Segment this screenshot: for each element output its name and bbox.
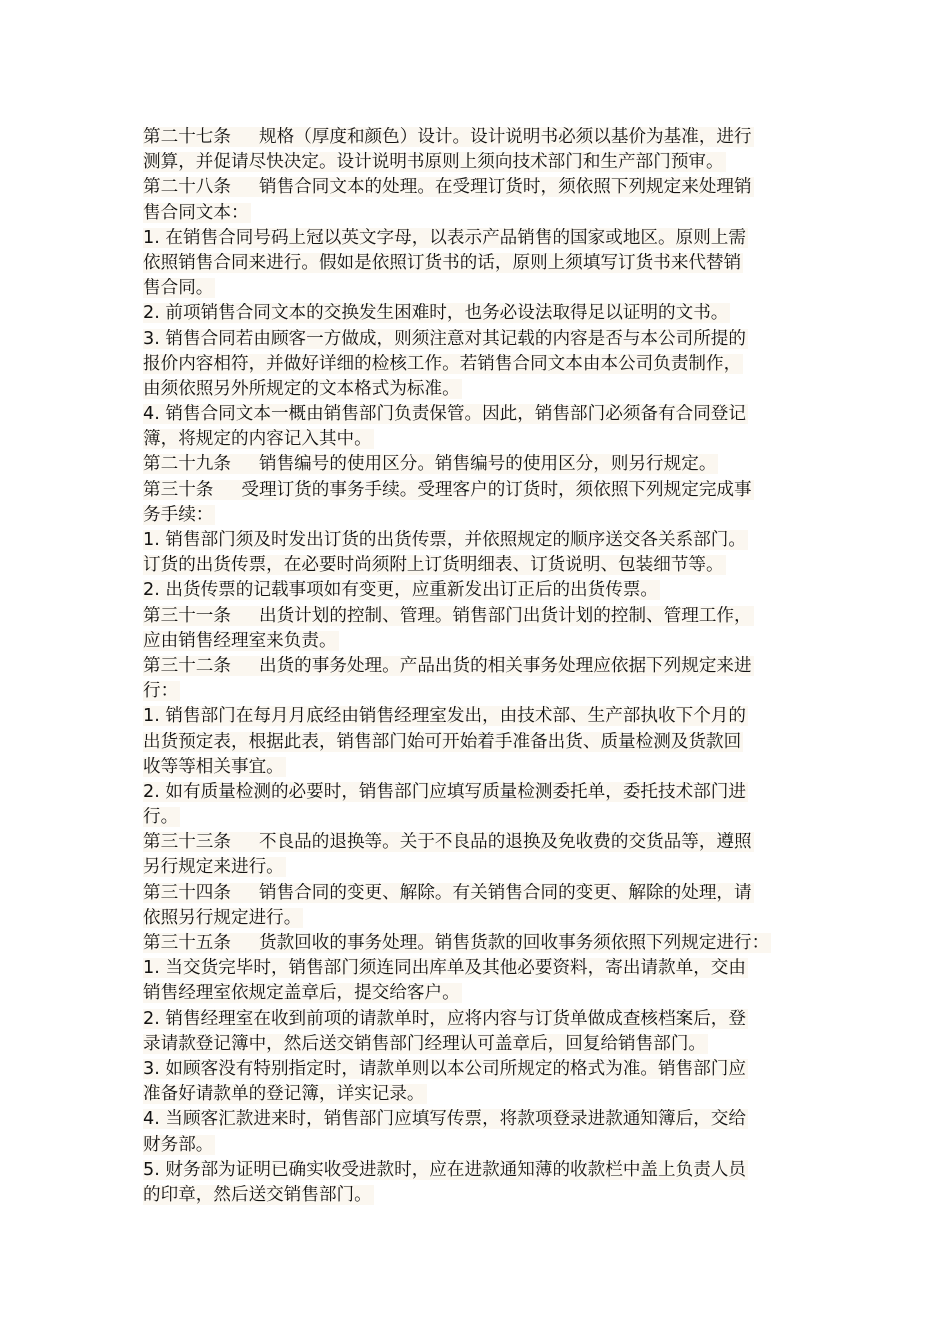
line-text: 出货计划的控制、管理。销售部门出货计划的控制、管理工作，: [258, 605, 752, 626]
text-line: [143, 1133, 805, 1158]
line-text: 依照另行规定进行。: [143, 907, 302, 928]
text-line: [143, 855, 805, 880]
line-text: 规格（厚度和颜色）设计。设计说明书必须以基价为基准，进行: [258, 127, 752, 147]
article-heading: 第三十二条: [143, 655, 231, 676]
text-line: [143, 981, 805, 1006]
line-highlight: [143, 253, 743, 273]
line-text: 行。: [143, 807, 179, 828]
line-highlight: [143, 757, 286, 777]
line-highlight: [143, 354, 743, 374]
article-heading: 第二十九条: [143, 454, 231, 475]
line-highlight: [143, 681, 180, 701]
line-highlight: [143, 555, 726, 575]
line-highlight: [143, 782, 748, 802]
line-text: 出货的事务处理。产品出货的相关事务处理应依据下列规定来进: [258, 655, 752, 676]
article-heading: 第三十条: [143, 479, 214, 500]
article-heading: 第三十五条: [143, 933, 231, 953]
article-heading: 第三十一条: [143, 605, 231, 626]
line-highlight: [143, 1059, 748, 1079]
line-text: 3. 如顾客没有特别指定时，请款单则以本公司所规定的格式为准。销售部门应: [143, 1058, 746, 1079]
text-line: [143, 578, 805, 603]
line-highlight: [143, 631, 339, 651]
line-highlight: [143, 656, 754, 676]
line-text: 售合同文本：: [143, 202, 249, 223]
line-highlight: [143, 1109, 748, 1129]
text-line: [143, 1057, 805, 1082]
line-text: 1. 销售部门在每月月底经由销售经理室发出，由技术部、生产部执收下个月的: [143, 706, 746, 727]
line-text: 财务部。: [143, 1134, 214, 1155]
line-highlight: [143, 606, 754, 626]
line-text: 2. 销售经理室在收到前项的请款单时，应将内容与订货单做成查核档案后，登: [143, 1008, 746, 1029]
line-highlight: [143, 329, 748, 349]
line-text: 1. 销售部门须及时发出订货的出货传票，并依照规定的顺序送交各关系部门。: [143, 530, 746, 550]
text-line: [143, 1032, 805, 1057]
text-line: [143, 1007, 805, 1032]
line-highlight: [143, 1084, 427, 1104]
text-line: [143, 755, 805, 780]
line-highlight: [143, 983, 462, 1003]
line-highlight: [143, 177, 754, 197]
line-highlight: [143, 404, 748, 424]
text-line: [143, 478, 805, 503]
line-text: 应由销售经理室来负责。: [143, 630, 337, 651]
line-highlight: [143, 505, 215, 525]
line-text: 不良品的退换等。关于不良品的退换及免收费的交货品等，遵照: [258, 832, 752, 853]
text-line: [143, 201, 805, 226]
line-text: 由须依照另外所规定的文本格式为标准。: [143, 378, 460, 399]
line-text: 3. 销售合同若由顾客一方做成，则须注意对其记载的内容是否与本公司所提的: [143, 328, 746, 349]
line-highlight: [143, 732, 743, 752]
line-highlight: [143, 832, 754, 852]
line-text: 货款回收的事务处理。销售货款的回收事务须依照下列规定进行：: [258, 933, 770, 953]
text-line: [143, 931, 805, 956]
line-highlight: [143, 857, 286, 877]
text-line: [143, 956, 805, 981]
text-line: [143, 805, 805, 830]
line-highlight: [143, 429, 374, 449]
text-line: [143, 679, 805, 704]
article-heading: 第二十七条: [143, 127, 231, 147]
line-highlight: [143, 303, 730, 323]
text-line: [143, 125, 805, 150]
text-line: [143, 1107, 805, 1132]
text-line: [143, 427, 805, 452]
line-text: 5. 财务部为证明已确实收受进款时，应在进款通知薄的收款栏中盖上负责人员: [143, 1159, 746, 1180]
line-highlight: [143, 278, 215, 298]
line-text: 订货的出货传票，在必要时尚须附上订货明细表、订货说明、包装细节等。: [143, 555, 724, 576]
line-highlight: [143, 454, 718, 474]
line-text: 测算，并促请尽快决定。设计说明书原则上须向技术部门和生产部门预审。: [143, 152, 724, 173]
line-text: 录请款登记簿中，然后送交销售部门经理认可盖章后，回复给销售部门。: [143, 1033, 707, 1054]
line-highlight: [143, 958, 748, 978]
article-heading: 第三十四条: [143, 882, 231, 903]
text-line: [143, 352, 805, 377]
text-line: [143, 881, 805, 906]
line-text: 报价内容相符，并做好详细的检核工作。若销售合同文本由本公司负责制作，: [143, 353, 742, 374]
text-line: [143, 704, 805, 729]
line-text: 收等等相关事宜。: [143, 756, 284, 777]
line-highlight: [143, 1009, 748, 1029]
line-text: 销售合同文本的处理。在受理订货时，须依照下列规定来处理销: [258, 177, 752, 198]
line-highlight: [143, 883, 754, 903]
text-line: [143, 604, 805, 629]
line-highlight: [143, 1034, 708, 1054]
text-line: [143, 1158, 805, 1183]
line-highlight: [143, 1160, 748, 1180]
line-highlight: [143, 379, 462, 399]
line-text: 依照销售合同来进行。假如是依照订货书的话，原则上须填写订货书来代替销: [143, 252, 742, 273]
line-text: 1. 在销售合同号码上冠以英文字母，以表示产品销售的国家或地区。原则上需: [143, 227, 746, 248]
line-text: 销售编号的使用区分。销售编号的使用区分，则另行规定。: [258, 454, 717, 475]
line-text: 1. 当交货完毕时，销售部门须连同出库单及其他必要资料，寄出请款单，交由: [143, 958, 746, 979]
text-line: [143, 780, 805, 805]
text-line: [143, 830, 805, 855]
line-text: 受理订货的事务手续。受理客户的订货时，须依照下列规定完成事: [241, 479, 752, 500]
text-line: [143, 503, 805, 528]
text-line: [143, 730, 805, 755]
line-text: 2. 出货传票的记载事项如有变更，应重新发出订正后的出货传票。: [143, 580, 659, 601]
text-line: [143, 553, 805, 578]
line-text: 2. 前项销售合同文本的交换发生困难时，也务必设法取得足以证明的文书。: [143, 303, 729, 324]
line-text: 簿，将规定的内容记入其中。: [143, 429, 372, 450]
line-text: 销售合同的变更、解除。有关销售合同的变更、解除的处理，请: [258, 882, 752, 903]
line-highlight: [143, 580, 660, 600]
line-text: 务手续：: [143, 504, 214, 525]
line-text: 2. 如有质量检测的必要时，销售部门应填写质量检测委托单，委托技术部门进: [143, 781, 746, 802]
text-line: [143, 175, 805, 200]
text-line: [143, 654, 805, 679]
text-line: [143, 377, 805, 402]
text-line: [143, 906, 805, 931]
line-highlight: [143, 1185, 374, 1205]
line-highlight: [143, 127, 754, 147]
line-text: 的印章，然后送交销售部门。: [143, 1184, 372, 1205]
line-highlight: [143, 807, 180, 827]
line-highlight: [143, 228, 748, 248]
text-line: [143, 1082, 805, 1107]
text-line: [143, 251, 805, 276]
text-line: [143, 402, 805, 427]
line-highlight: [143, 908, 303, 928]
line-text: 售合同。: [143, 278, 214, 299]
text-line: [143, 150, 805, 175]
line-highlight: [143, 706, 748, 726]
text-line: [143, 301, 805, 326]
text-line: [143, 528, 805, 553]
line-highlight: [143, 203, 251, 223]
text-line: [143, 226, 805, 251]
line-highlight: [143, 1135, 215, 1155]
line-text: 准备好请款单的登记簿，详实记录。: [143, 1084, 425, 1105]
line-text: 销售经理室依规定盖章后，提交给客户。: [143, 983, 460, 1004]
article-heading: 第二十八条: [143, 177, 231, 198]
line-text: 行：: [143, 681, 179, 702]
line-text: 另行规定来进行。: [143, 857, 284, 878]
document-body: [143, 125, 805, 1208]
line-text: 4. 当顾客汇款进来时，销售部门应填写传票，将款项登录进款通知簿后，交给: [143, 1109, 746, 1130]
text-line: [143, 629, 805, 654]
text-line: [143, 276, 805, 301]
text-line: [143, 452, 805, 477]
text-line: [143, 327, 805, 352]
article-heading: 第三十三条: [143, 832, 231, 853]
line-highlight: [143, 152, 726, 172]
line-highlight: [143, 480, 754, 500]
line-text: 出货预定表，根据此表，销售部门始可开始着手准备出货、质量检测及货款回: [143, 731, 742, 752]
line-text: 4. 销售合同文本一概由销售部门负责保管。因此，销售部门必须备有合同登记: [143, 404, 746, 425]
line-highlight: [143, 530, 748, 550]
line-highlight: [143, 933, 771, 953]
text-line: [143, 1183, 805, 1208]
